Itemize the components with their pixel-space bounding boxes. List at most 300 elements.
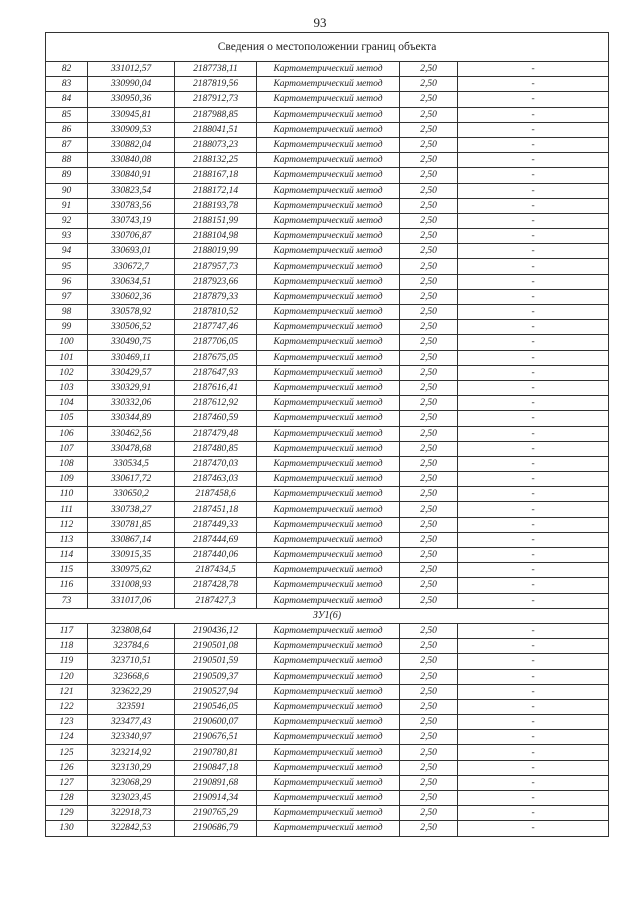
note-cell: - — [458, 639, 609, 654]
table-row — [46, 320, 609, 335]
table-row — [46, 715, 609, 730]
note-cell: - — [458, 380, 609, 395]
accuracy-cell: 2,50 — [400, 669, 458, 684]
table-row — [46, 122, 609, 137]
table-row — [46, 472, 609, 487]
point-number-cell: 82 — [46, 62, 88, 77]
table-row — [46, 198, 609, 213]
method-cell: Картометрический метод — [257, 669, 400, 684]
table-row — [46, 365, 609, 380]
note-cell: - — [458, 441, 609, 456]
y-coordinate-cell: 2190914,34 — [175, 791, 257, 806]
y-coordinate-cell: 2187440,06 — [175, 548, 257, 563]
point-number-cell: 120 — [46, 669, 88, 684]
point-number-cell: 115 — [46, 563, 88, 578]
accuracy-cell: 2,50 — [400, 244, 458, 259]
method-cell: Картометрический метод — [257, 411, 400, 426]
accuracy-cell: 2,50 — [400, 153, 458, 168]
note-cell: - — [458, 77, 609, 92]
method-cell: Картометрический метод — [257, 563, 400, 578]
note-cell: - — [458, 532, 609, 547]
note-cell: - — [458, 669, 609, 684]
point-number-cell: 102 — [46, 365, 88, 380]
table-row — [46, 654, 609, 669]
point-number-cell: 119 — [46, 654, 88, 669]
point-number-cell: 86 — [46, 122, 88, 137]
note-cell: - — [458, 183, 609, 198]
y-coordinate-cell: 2190509,37 — [175, 669, 257, 684]
point-number-cell: 97 — [46, 289, 88, 304]
accuracy-cell: 2,50 — [400, 760, 458, 775]
method-cell: Картометрический метод — [257, 274, 400, 289]
note-cell: - — [458, 320, 609, 335]
point-number-cell: 126 — [46, 760, 88, 775]
method-cell: Картометрический метод — [257, 760, 400, 775]
y-coordinate-cell: 2190501,08 — [175, 639, 257, 654]
x-coordinate-cell: 323023,45 — [88, 791, 175, 806]
method-cell: Картометрический метод — [257, 335, 400, 350]
point-number-cell: 124 — [46, 730, 88, 745]
accuracy-cell: 2,50 — [400, 548, 458, 563]
accuracy-cell: 2,50 — [400, 472, 458, 487]
table-row — [46, 760, 609, 775]
point-number-cell: 109 — [46, 472, 88, 487]
accuracy-cell: 2,50 — [400, 213, 458, 228]
x-coordinate-cell: 323340,97 — [88, 730, 175, 745]
note-cell: - — [458, 775, 609, 790]
y-coordinate-cell: 2190527,94 — [175, 684, 257, 699]
accuracy-cell: 2,50 — [400, 639, 458, 654]
method-cell: Картометрический метод — [257, 639, 400, 654]
x-coordinate-cell: 330990,04 — [88, 77, 175, 92]
y-coordinate-cell: 2188019,99 — [175, 244, 257, 259]
y-coordinate-cell: 2187706,05 — [175, 335, 257, 350]
x-coordinate-cell: 330617,72 — [88, 472, 175, 487]
x-coordinate-cell: 330950,36 — [88, 92, 175, 107]
x-coordinate-cell: 330602,36 — [88, 289, 175, 304]
y-coordinate-cell: 2188104,98 — [175, 229, 257, 244]
accuracy-cell: 2,50 — [400, 791, 458, 806]
x-coordinate-cell: 331017,06 — [88, 593, 175, 608]
method-cell: Картометрический метод — [257, 806, 400, 821]
method-cell: Картометрический метод — [257, 396, 400, 411]
accuracy-cell: 2,50 — [400, 730, 458, 745]
x-coordinate-cell: 323068,29 — [88, 775, 175, 790]
point-number-cell: 127 — [46, 775, 88, 790]
x-coordinate-cell: 330469,11 — [88, 350, 175, 365]
x-coordinate-cell: 330867,14 — [88, 532, 175, 547]
y-coordinate-cell: 2190501,59 — [175, 654, 257, 669]
accuracy-cell: 2,50 — [400, 654, 458, 669]
method-cell: Картометрический метод — [257, 472, 400, 487]
point-number-cell: 121 — [46, 684, 88, 699]
table-row — [46, 274, 609, 289]
note-cell: - — [458, 578, 609, 593]
point-number-cell: 118 — [46, 639, 88, 654]
table-row — [46, 62, 609, 77]
y-coordinate-cell: 2188193,78 — [175, 198, 257, 213]
accuracy-cell: 2,50 — [400, 92, 458, 107]
accuracy-cell: 2,50 — [400, 229, 458, 244]
table-row — [46, 791, 609, 806]
table-row — [46, 168, 609, 183]
method-cell: Картометрический метод — [257, 365, 400, 380]
x-coordinate-cell: 330478,68 — [88, 441, 175, 456]
accuracy-cell: 2,50 — [400, 623, 458, 638]
note-cell: - — [458, 426, 609, 441]
note-cell: - — [458, 153, 609, 168]
point-number-cell: 130 — [46, 821, 88, 836]
point-number-cell: 91 — [46, 198, 88, 213]
accuracy-cell: 2,50 — [400, 198, 458, 213]
accuracy-cell: 2,50 — [400, 456, 458, 471]
table-title: Сведения о местоположении границ объекта — [46, 33, 609, 62]
note-cell: - — [458, 107, 609, 122]
method-cell: Картометрический метод — [257, 122, 400, 137]
note-cell: - — [458, 229, 609, 244]
method-cell: Картометрический метод — [257, 532, 400, 547]
y-coordinate-cell: 2187738,11 — [175, 62, 257, 77]
x-coordinate-cell: 323477,43 — [88, 715, 175, 730]
x-coordinate-cell: 330578,92 — [88, 305, 175, 320]
method-cell: Картометрический метод — [257, 487, 400, 502]
table-row — [46, 548, 609, 563]
method-cell: Картометрический метод — [257, 153, 400, 168]
point-number-cell: 98 — [46, 305, 88, 320]
accuracy-cell: 2,50 — [400, 487, 458, 502]
x-coordinate-cell: 330783,56 — [88, 198, 175, 213]
x-coordinate-cell: 330650,2 — [88, 487, 175, 502]
x-coordinate-cell: 322918,73 — [88, 806, 175, 821]
y-coordinate-cell: 2188151,99 — [175, 213, 257, 228]
x-coordinate-cell: 330429,57 — [88, 365, 175, 380]
note-cell: - — [458, 198, 609, 213]
table-row — [46, 335, 609, 350]
note-cell: - — [458, 517, 609, 532]
table-body — [46, 33, 609, 837]
table-row — [46, 137, 609, 152]
x-coordinate-cell: 330882,04 — [88, 137, 175, 152]
x-coordinate-cell: 323784,6 — [88, 639, 175, 654]
table-row — [46, 350, 609, 365]
method-cell: Картометрический метод — [257, 745, 400, 760]
y-coordinate-cell: 2187923,66 — [175, 274, 257, 289]
method-cell: Картометрический метод — [257, 578, 400, 593]
method-cell: Картометрический метод — [257, 320, 400, 335]
note-cell: - — [458, 806, 609, 821]
y-coordinate-cell: 2187434,5 — [175, 563, 257, 578]
method-cell: Картометрический метод — [257, 289, 400, 304]
accuracy-cell: 2,50 — [400, 821, 458, 836]
y-coordinate-cell: 2187675,05 — [175, 350, 257, 365]
note-cell: - — [458, 593, 609, 608]
method-cell: Картометрический метод — [257, 183, 400, 198]
y-coordinate-cell: 2187647,93 — [175, 365, 257, 380]
point-number-cell: 85 — [46, 107, 88, 122]
note-cell: - — [458, 92, 609, 107]
accuracy-cell: 2,50 — [400, 259, 458, 274]
table-row — [46, 380, 609, 395]
y-coordinate-cell: 2187819,56 — [175, 77, 257, 92]
accuracy-cell: 2,50 — [400, 411, 458, 426]
accuracy-cell: 2,50 — [400, 350, 458, 365]
note-cell: - — [458, 289, 609, 304]
accuracy-cell: 2,50 — [400, 715, 458, 730]
accuracy-cell: 2,50 — [400, 274, 458, 289]
table-row — [46, 426, 609, 441]
x-coordinate-cell: 331012,57 — [88, 62, 175, 77]
method-cell: Картометрический метод — [257, 654, 400, 669]
table-row — [46, 684, 609, 699]
x-coordinate-cell: 330840,08 — [88, 153, 175, 168]
accuracy-cell: 2,50 — [400, 137, 458, 152]
point-number-cell: 92 — [46, 213, 88, 228]
point-number-cell: 122 — [46, 699, 88, 714]
point-number-cell: 88 — [46, 153, 88, 168]
x-coordinate-cell: 330823,54 — [88, 183, 175, 198]
y-coordinate-cell: 2187449,33 — [175, 517, 257, 532]
point-number-cell: 112 — [46, 517, 88, 532]
method-cell: Картометрический метод — [257, 305, 400, 320]
note-cell: - — [458, 760, 609, 775]
method-cell: Картометрический метод — [257, 244, 400, 259]
point-number-cell: 117 — [46, 623, 88, 638]
point-number-cell: 123 — [46, 715, 88, 730]
method-cell: Картометрический метод — [257, 502, 400, 517]
note-cell: - — [458, 487, 609, 502]
x-coordinate-cell: 323622,29 — [88, 684, 175, 699]
y-coordinate-cell: 2188073,23 — [175, 137, 257, 152]
x-coordinate-cell: 323130,29 — [88, 760, 175, 775]
accuracy-cell: 2,50 — [400, 684, 458, 699]
point-number-cell: 96 — [46, 274, 88, 289]
note-cell: - — [458, 213, 609, 228]
accuracy-cell: 2,50 — [400, 289, 458, 304]
accuracy-cell: 2,50 — [400, 183, 458, 198]
method-cell: Картометрический метод — [257, 137, 400, 152]
accuracy-cell: 2,50 — [400, 365, 458, 380]
note-cell: - — [458, 396, 609, 411]
x-coordinate-cell: 322842,53 — [88, 821, 175, 836]
y-coordinate-cell: 2190600,07 — [175, 715, 257, 730]
point-number-cell: 73 — [46, 593, 88, 608]
note-cell: - — [458, 791, 609, 806]
note-cell: - — [458, 699, 609, 714]
table-row — [46, 305, 609, 320]
point-number-cell: 99 — [46, 320, 88, 335]
table-row — [46, 244, 609, 259]
point-number-cell: 87 — [46, 137, 88, 152]
accuracy-cell: 2,50 — [400, 426, 458, 441]
y-coordinate-cell: 2187810,52 — [175, 305, 257, 320]
point-number-cell: 103 — [46, 380, 88, 395]
x-coordinate-cell: 330975,62 — [88, 563, 175, 578]
point-number-cell: 84 — [46, 92, 88, 107]
accuracy-cell: 2,50 — [400, 335, 458, 350]
accuracy-cell: 2,50 — [400, 396, 458, 411]
x-coordinate-cell: 330781,85 — [88, 517, 175, 532]
x-coordinate-cell: 330490,75 — [88, 335, 175, 350]
table-row — [46, 532, 609, 547]
y-coordinate-cell: 2190780,81 — [175, 745, 257, 760]
table-row — [46, 821, 609, 836]
point-number-cell: 129 — [46, 806, 88, 821]
point-number-cell: 111 — [46, 502, 88, 517]
note-cell: - — [458, 821, 609, 836]
note-cell: - — [458, 305, 609, 320]
method-cell: Картометрический метод — [257, 168, 400, 183]
note-cell: - — [458, 730, 609, 745]
y-coordinate-cell: 2190765,29 — [175, 806, 257, 821]
note-cell: - — [458, 244, 609, 259]
note-cell: - — [458, 350, 609, 365]
accuracy-cell: 2,50 — [400, 502, 458, 517]
x-coordinate-cell: 330634,51 — [88, 274, 175, 289]
method-cell: Картометрический метод — [257, 684, 400, 699]
note-cell: - — [458, 472, 609, 487]
y-coordinate-cell: 2187458,6 — [175, 487, 257, 502]
table-row — [46, 229, 609, 244]
table-row — [46, 593, 609, 608]
y-coordinate-cell: 2187616,41 — [175, 380, 257, 395]
point-number-cell: 114 — [46, 548, 88, 563]
method-cell: Картометрический метод — [257, 699, 400, 714]
note-cell: - — [458, 274, 609, 289]
y-coordinate-cell: 2187470,03 — [175, 456, 257, 471]
section-label: ЗУ1(6) — [46, 608, 609, 623]
x-coordinate-cell: 323668,6 — [88, 669, 175, 684]
y-coordinate-cell: 2187480,85 — [175, 441, 257, 456]
note-cell: - — [458, 548, 609, 563]
method-cell: Картометрический метод — [257, 517, 400, 532]
table-row — [46, 183, 609, 198]
table-row — [46, 639, 609, 654]
point-number-cell: 101 — [46, 350, 88, 365]
table-row — [46, 153, 609, 168]
point-number-cell: 104 — [46, 396, 88, 411]
y-coordinate-cell: 2187463,03 — [175, 472, 257, 487]
boundary-table — [45, 32, 609, 837]
accuracy-cell: 2,50 — [400, 775, 458, 790]
y-coordinate-cell: 2190436,12 — [175, 623, 257, 638]
note-cell: - — [458, 715, 609, 730]
y-coordinate-cell: 2188167,18 — [175, 168, 257, 183]
method-cell: Картометрический метод — [257, 380, 400, 395]
note-cell: - — [458, 62, 609, 77]
table-row — [46, 213, 609, 228]
x-coordinate-cell: 330909,53 — [88, 122, 175, 137]
note-cell: - — [458, 335, 609, 350]
accuracy-cell: 2,50 — [400, 563, 458, 578]
y-coordinate-cell: 2187451,18 — [175, 502, 257, 517]
x-coordinate-cell: 330693,01 — [88, 244, 175, 259]
point-number-cell: 116 — [46, 578, 88, 593]
page-number: 93 — [313, 15, 327, 30]
y-coordinate-cell: 2188132,25 — [175, 153, 257, 168]
table-row — [46, 806, 609, 821]
x-coordinate-cell: 330840,91 — [88, 168, 175, 183]
method-cell: Картометрический метод — [257, 77, 400, 92]
x-coordinate-cell: 330738,27 — [88, 502, 175, 517]
x-coordinate-cell: 323214,92 — [88, 745, 175, 760]
table-row — [46, 396, 609, 411]
method-cell: Картометрический метод — [257, 92, 400, 107]
accuracy-cell: 2,50 — [400, 305, 458, 320]
table-row — [46, 730, 609, 745]
method-cell: Картометрический метод — [257, 62, 400, 77]
note-cell: - — [458, 654, 609, 669]
table-row — [46, 92, 609, 107]
point-number-cell: 128 — [46, 791, 88, 806]
table-row — [46, 411, 609, 426]
table-row — [46, 517, 609, 532]
point-number-cell: 125 — [46, 745, 88, 760]
point-number-cell: 108 — [46, 456, 88, 471]
y-coordinate-cell: 2190847,18 — [175, 760, 257, 775]
accuracy-cell: 2,50 — [400, 168, 458, 183]
accuracy-cell: 2,50 — [400, 517, 458, 532]
y-coordinate-cell: 2187428,78 — [175, 578, 257, 593]
x-coordinate-cell: 331008,93 — [88, 578, 175, 593]
table-row — [46, 563, 609, 578]
table-row — [46, 699, 609, 714]
note-cell: - — [458, 563, 609, 578]
note-cell: - — [458, 684, 609, 699]
accuracy-cell: 2,50 — [400, 441, 458, 456]
y-coordinate-cell: 2188041,51 — [175, 122, 257, 137]
note-cell: - — [458, 502, 609, 517]
y-coordinate-cell: 2187879,33 — [175, 289, 257, 304]
point-number-cell: 107 — [46, 441, 88, 456]
y-coordinate-cell: 2187747,46 — [175, 320, 257, 335]
y-coordinate-cell: 2187988,85 — [175, 107, 257, 122]
accuracy-cell: 2,50 — [400, 578, 458, 593]
y-coordinate-cell: 2187427,3 — [175, 593, 257, 608]
x-coordinate-cell: 323808,64 — [88, 623, 175, 638]
x-coordinate-cell: 323591 — [88, 699, 175, 714]
x-coordinate-cell: 330915,35 — [88, 548, 175, 563]
table-row — [46, 441, 609, 456]
method-cell: Картометрический метод — [257, 213, 400, 228]
method-cell: Картометрический метод — [257, 548, 400, 563]
accuracy-cell: 2,50 — [400, 806, 458, 821]
note-cell: - — [458, 122, 609, 137]
point-number-cell: 95 — [46, 259, 88, 274]
y-coordinate-cell: 2187957,73 — [175, 259, 257, 274]
table-row — [46, 745, 609, 760]
accuracy-cell: 2,50 — [400, 107, 458, 122]
table-row — [46, 456, 609, 471]
x-coordinate-cell: 330945,81 — [88, 107, 175, 122]
note-cell: - — [458, 259, 609, 274]
note-cell: - — [458, 365, 609, 380]
section-row — [46, 608, 609, 623]
point-number-cell: 105 — [46, 411, 88, 426]
accuracy-cell: 2,50 — [400, 77, 458, 92]
note-cell: - — [458, 745, 609, 760]
x-coordinate-cell: 330506,52 — [88, 320, 175, 335]
method-cell: Картометрический метод — [257, 426, 400, 441]
x-coordinate-cell: 330462,56 — [88, 426, 175, 441]
table-row — [46, 107, 609, 122]
x-coordinate-cell: 323710,51 — [88, 654, 175, 669]
table-row — [46, 669, 609, 684]
table-row — [46, 259, 609, 274]
method-cell: Картометрический метод — [257, 107, 400, 122]
accuracy-cell: 2,50 — [400, 593, 458, 608]
note-cell: - — [458, 137, 609, 152]
table-title-row — [46, 33, 609, 62]
